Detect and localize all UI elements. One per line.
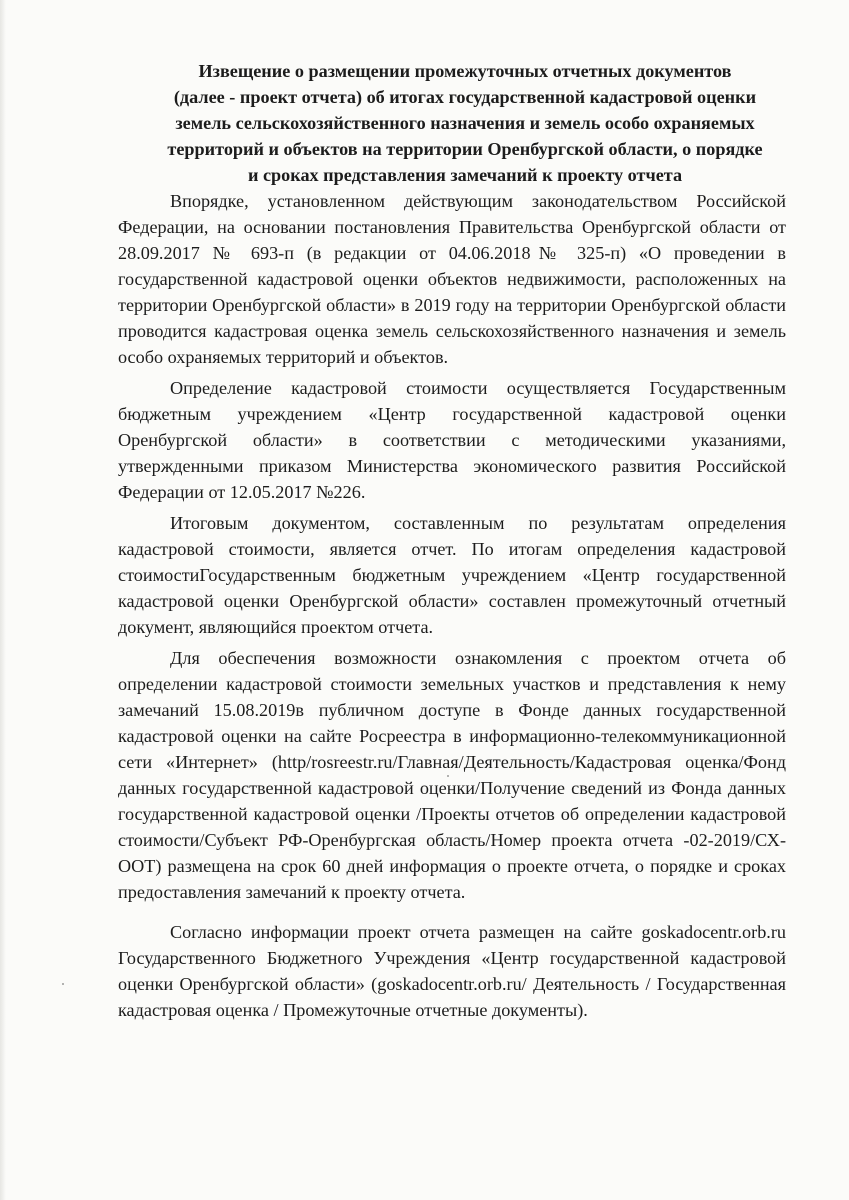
paragraph-legal-basis: Впорядке, установленном действующим законодательством Российской Федерации, на основании постановления Правительства Оренбургской области от 28.09.2017 № 693-п (в редакции от 04.06.2018№ 325-п) «О проведении в государственной кадастровой оценки объектов недвижимости, расположенных на территории Оренбургской области» в 2019 году на территории Оренбургской области проводится кадастровая оценка земель сельскохозяйственного назначения и земель особо охраняемых территорий и объектов. <box>118 191 786 367</box>
document-body <box>118 58 786 1023</box>
title-line: земель сельскохозяйственного назначения и земель особо охраняемых <box>175 113 755 133</box>
scan-edge-shadow <box>0 0 6 1200</box>
title-line: (далее - проект отчета) об итогах государственной кадастровой оценки <box>173 87 757 107</box>
scan-speck <box>62 983 64 985</box>
paragraph-report-result: Итоговым документом, составленным по результатам определения кадастровой стоимости, является отчет. По итогам определения кадастровой стоимостиГосударственным бюджетным учреждением «Центр государственной кадастровой оценки Оренбургской области» составлен промежуточный отчетный документ, являющийся проектом отчета. <box>118 513 786 637</box>
title-line: и сроках представления замечаний к проекту отчета <box>247 165 683 185</box>
title-line: Извещение о размещении промежуточных отчетных документов <box>198 61 732 81</box>
paragraph-website-info: Согласно информации проект отчета размещен на сайте goskadocentr.orb.ru Государственного Бюджетного Учреждения «Центр государственной кадастровой оценки Оренбургской области» (goskadocentr.orb.ru/ Деятельность / Государственная кадастровая оценка / Промежуточные отчетные документы). <box>118 922 786 1020</box>
title-line: территорий и объектов на территории Оренбургской области, о порядке <box>167 139 763 159</box>
document-title <box>118 58 786 188</box>
paragraph-valuation-body: Определение кадастровой стоимости осуществляется Государственным бюджетным учреждением «Центр государственной кадастровой оценки Оренбургской области» в соответствии с методическими указаниями, утвержденными приказом Министерства экономического развития Российской Федерации от 12.05.2017 №226. <box>118 378 786 502</box>
paragraph-public-access: Для обеспечения возможности ознакомления с проектом отчета об определении кадастровой стоимости земельных участков и представления к нему замечаний 15.08.2019в публичном доступе в Фонде данных государственной кадастровой оценки на сайте Росреестра в информационно-телекоммуникационной сети «Интернет» (http/rosreestr.ru/Главная/Деятельность/Кадастровая оценка/Фонд данных государственной кадастровой оценки/Получение сведений из Фонда данных государственной кадастровой оценки /Проекты отчетов об определении кадастровой стоимости/Субъект РФ-Оренбургская область/Номер проекта отчета -02-2019/СХ-ООТ) размещена на срок 60 дней информация о проекте отчета, о порядке и сроках предоставления замечаний к проекту отчета. <box>118 648 786 902</box>
